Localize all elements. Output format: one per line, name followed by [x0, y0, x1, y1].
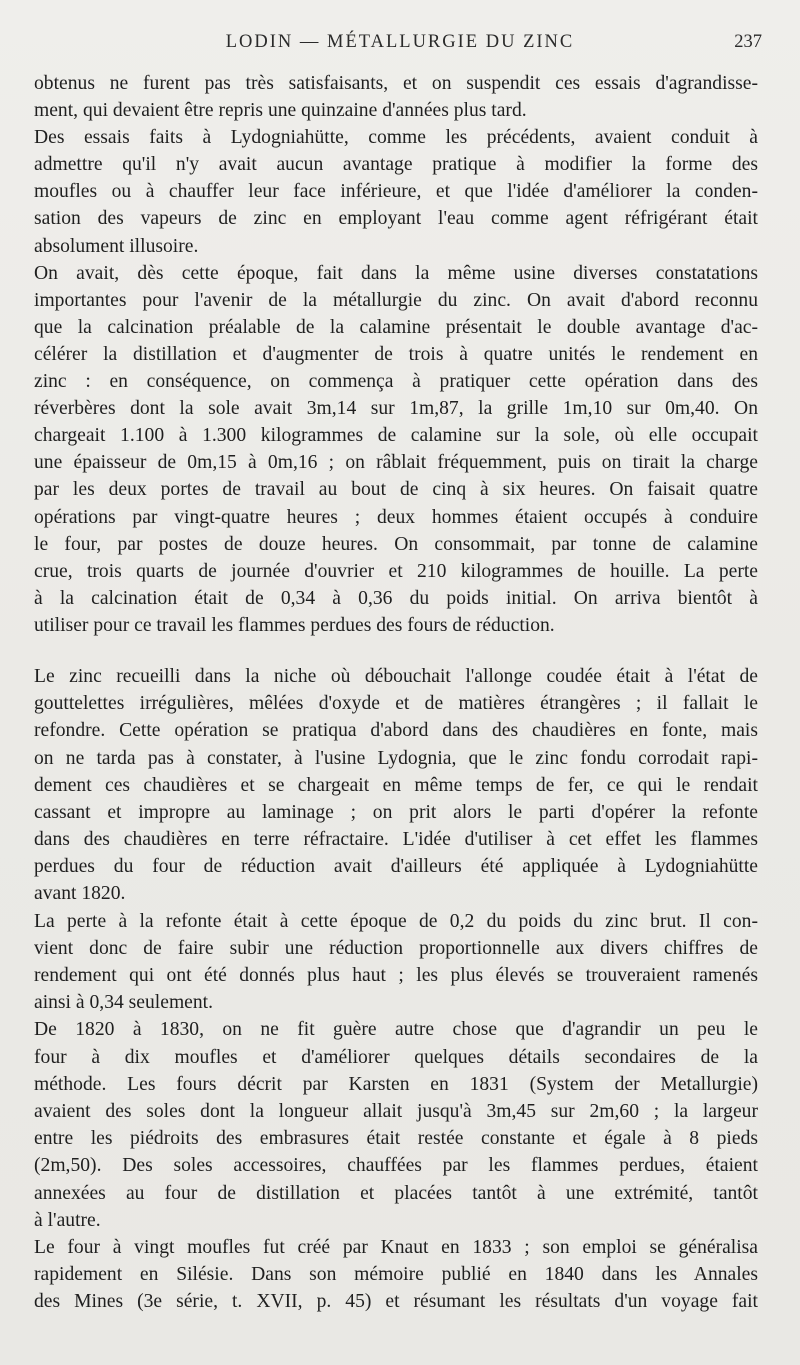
paragraph-block: [34, 663, 758, 1316]
text-line: entre les piédroits des embrasures était restée constante et égale à 8 pieds: [34, 1128, 758, 1150]
text-line: des Mines (3e série, t. XVII, p. 45) et résumant les résultats d'un voyage fait: [34, 1291, 758, 1313]
text-line: rapidement en Silésie. Dans son mémoire publié en 1840 dans les Annales: [34, 1264, 758, 1286]
text-line: four à dix moufles et d'améliorer quelques détails secondaires de la: [34, 1046, 758, 1068]
page-number: 237: [734, 32, 762, 52]
text-line: avaient des soles dont la longueur allait jusqu'à 3m,45 sur 2m,60 ; la largeur: [34, 1100, 758, 1122]
text-line: On avait, dès cette époque, fait dans la même usine diverses constatations: [34, 262, 758, 284]
text-line: absolument illusoire.: [34, 235, 199, 257]
text-line: La perte à la refonte était à cette époque de 0,2 du poids du zinc brut. Il con-: [34, 910, 758, 932]
text-line: Le zinc recueilli dans la niche où débouchait l'allonge coudée était à l'état de: [34, 665, 758, 687]
text-line: le four, par postes de douze heures. On consommait, par tonne de calamine: [34, 533, 758, 555]
text-line: zinc : en conséquence, on commença à pratiquer cette opération dans des: [34, 371, 758, 393]
text-line: Le four à vingt moufles fut créé par Knaut en 1833 ; son emploi se généralisa: [34, 1236, 758, 1258]
text-line: Des essais faits à Lydogniahütte, comme les précédents, avaient conduit à: [34, 127, 758, 149]
text-line: crue, trois quarts de journée d'ouvrier et 210 kilogrammes de houille. La perte: [34, 560, 758, 582]
text-line: ment, qui devaient être repris une quinzaine d'années plus tard.: [34, 100, 527, 122]
text-line: sation des vapeurs de zinc en employant l'eau comme agent réfrigérant était: [34, 208, 758, 230]
paragraph-gap: [34, 639, 758, 663]
text-line: perdues du four de réduction avait d'ailleurs été appliquée à Lydogniahütte: [34, 856, 758, 878]
text-line: par les deux portes de travail au bout de cinq à six heures. On faisait quatre: [34, 479, 758, 501]
body-text: [34, 70, 758, 1315]
text-line: avant 1820.: [34, 883, 126, 905]
text-line: que la calcination préalable de la calamine présentait le double avantage d'ac-: [34, 316, 758, 338]
text-line: (2m,50). Des soles accessoires, chauffées par les flammes perdues, étaient: [34, 1155, 758, 1177]
text-line: réverbères dont la sole avait 3m,14 sur 1m,87, la grille 1m,10 sur 0m,40. On: [34, 398, 758, 420]
text-line: une épaisseur de 0m,15 à 0m,16 ; on râblait fréquemment, puis on tirait la charge: [34, 452, 758, 474]
text-line: obtenus ne furent pas très satisfaisants, et on suspendit ces essais d'agrandisse-: [34, 73, 758, 94]
text-line: chargeait 1.100 à 1.300 kilogrammes de calamine sur la sole, où elle occupait: [34, 425, 758, 447]
text-line: opérations par vingt-quatre heures ; deux hommes étaient occupés à conduire: [34, 506, 758, 528]
text-line: De 1820 à 1830, on ne fit guère autre chose que d'agrandir un peu le: [34, 1019, 758, 1041]
text-line: moufles ou à chauffer leur face inférieure, et que l'idée d'améliorer la conden-: [34, 181, 758, 203]
text-line: célérer la distillation et d'augmenter de trois à quatre unités le rendement en: [34, 343, 758, 365]
text-line: gouttelettes irrégulières, mêlées d'oxyde et de matières étrangères ; il fallait le: [34, 693, 758, 715]
text-line: admettre qu'il n'y avait aucun avantage pratique à modifier la forme des: [34, 154, 758, 176]
text-line: annexées au four de distillation et placées tantôt à une extrémité, tantôt: [34, 1182, 758, 1204]
text-line: à la calcination était de 0,34 à 0,36 du poids initial. On arriva bientôt à: [34, 587, 758, 609]
text-line: dement ces chaudières et se chargeait en même temps de fer, ce qui le rendait: [34, 774, 758, 796]
text-line: méthode. Les fours décrit par Karsten en 1831 (System der Metallurgie): [34, 1073, 758, 1095]
text-line: dans des chaudières en terre réfractaire. L'idée d'utiliser à cet effet les flammes: [34, 829, 758, 851]
running-title: LODIN — MÉTALLURGIE DU ZINC: [225, 32, 575, 52]
text-line: vient donc de faire subir une réduction proportionnelle aux divers chiffres de: [34, 937, 758, 959]
text-line: à l'autre.: [34, 1209, 101, 1231]
text-line: importantes pour l'avenir de la métallurgie du zinc. On avait d'abord reconnu: [34, 289, 758, 311]
text-line: cassant et impropre au laminage ; on prit alors le parti d'opérer la refonte: [34, 801, 758, 823]
running-head: [0, 32, 800, 60]
text-line: utiliser pour ce travail les flammes perdues des fours de réduction.: [34, 614, 555, 636]
text-line: refondre. Cette opération se pratiqua d'abord dans des chaudières en fonte, mais: [34, 720, 758, 742]
text-line: ainsi à 0,34 seulement.: [34, 992, 214, 1014]
text-line: on ne tarda pas à constater, à l'usine Lydognia, que le zinc fondu corrodait rapi-: [34, 747, 758, 769]
text-line: rendement qui ont été donnés plus haut ; les plus élevés se trouveraient ramenés: [34, 965, 758, 987]
